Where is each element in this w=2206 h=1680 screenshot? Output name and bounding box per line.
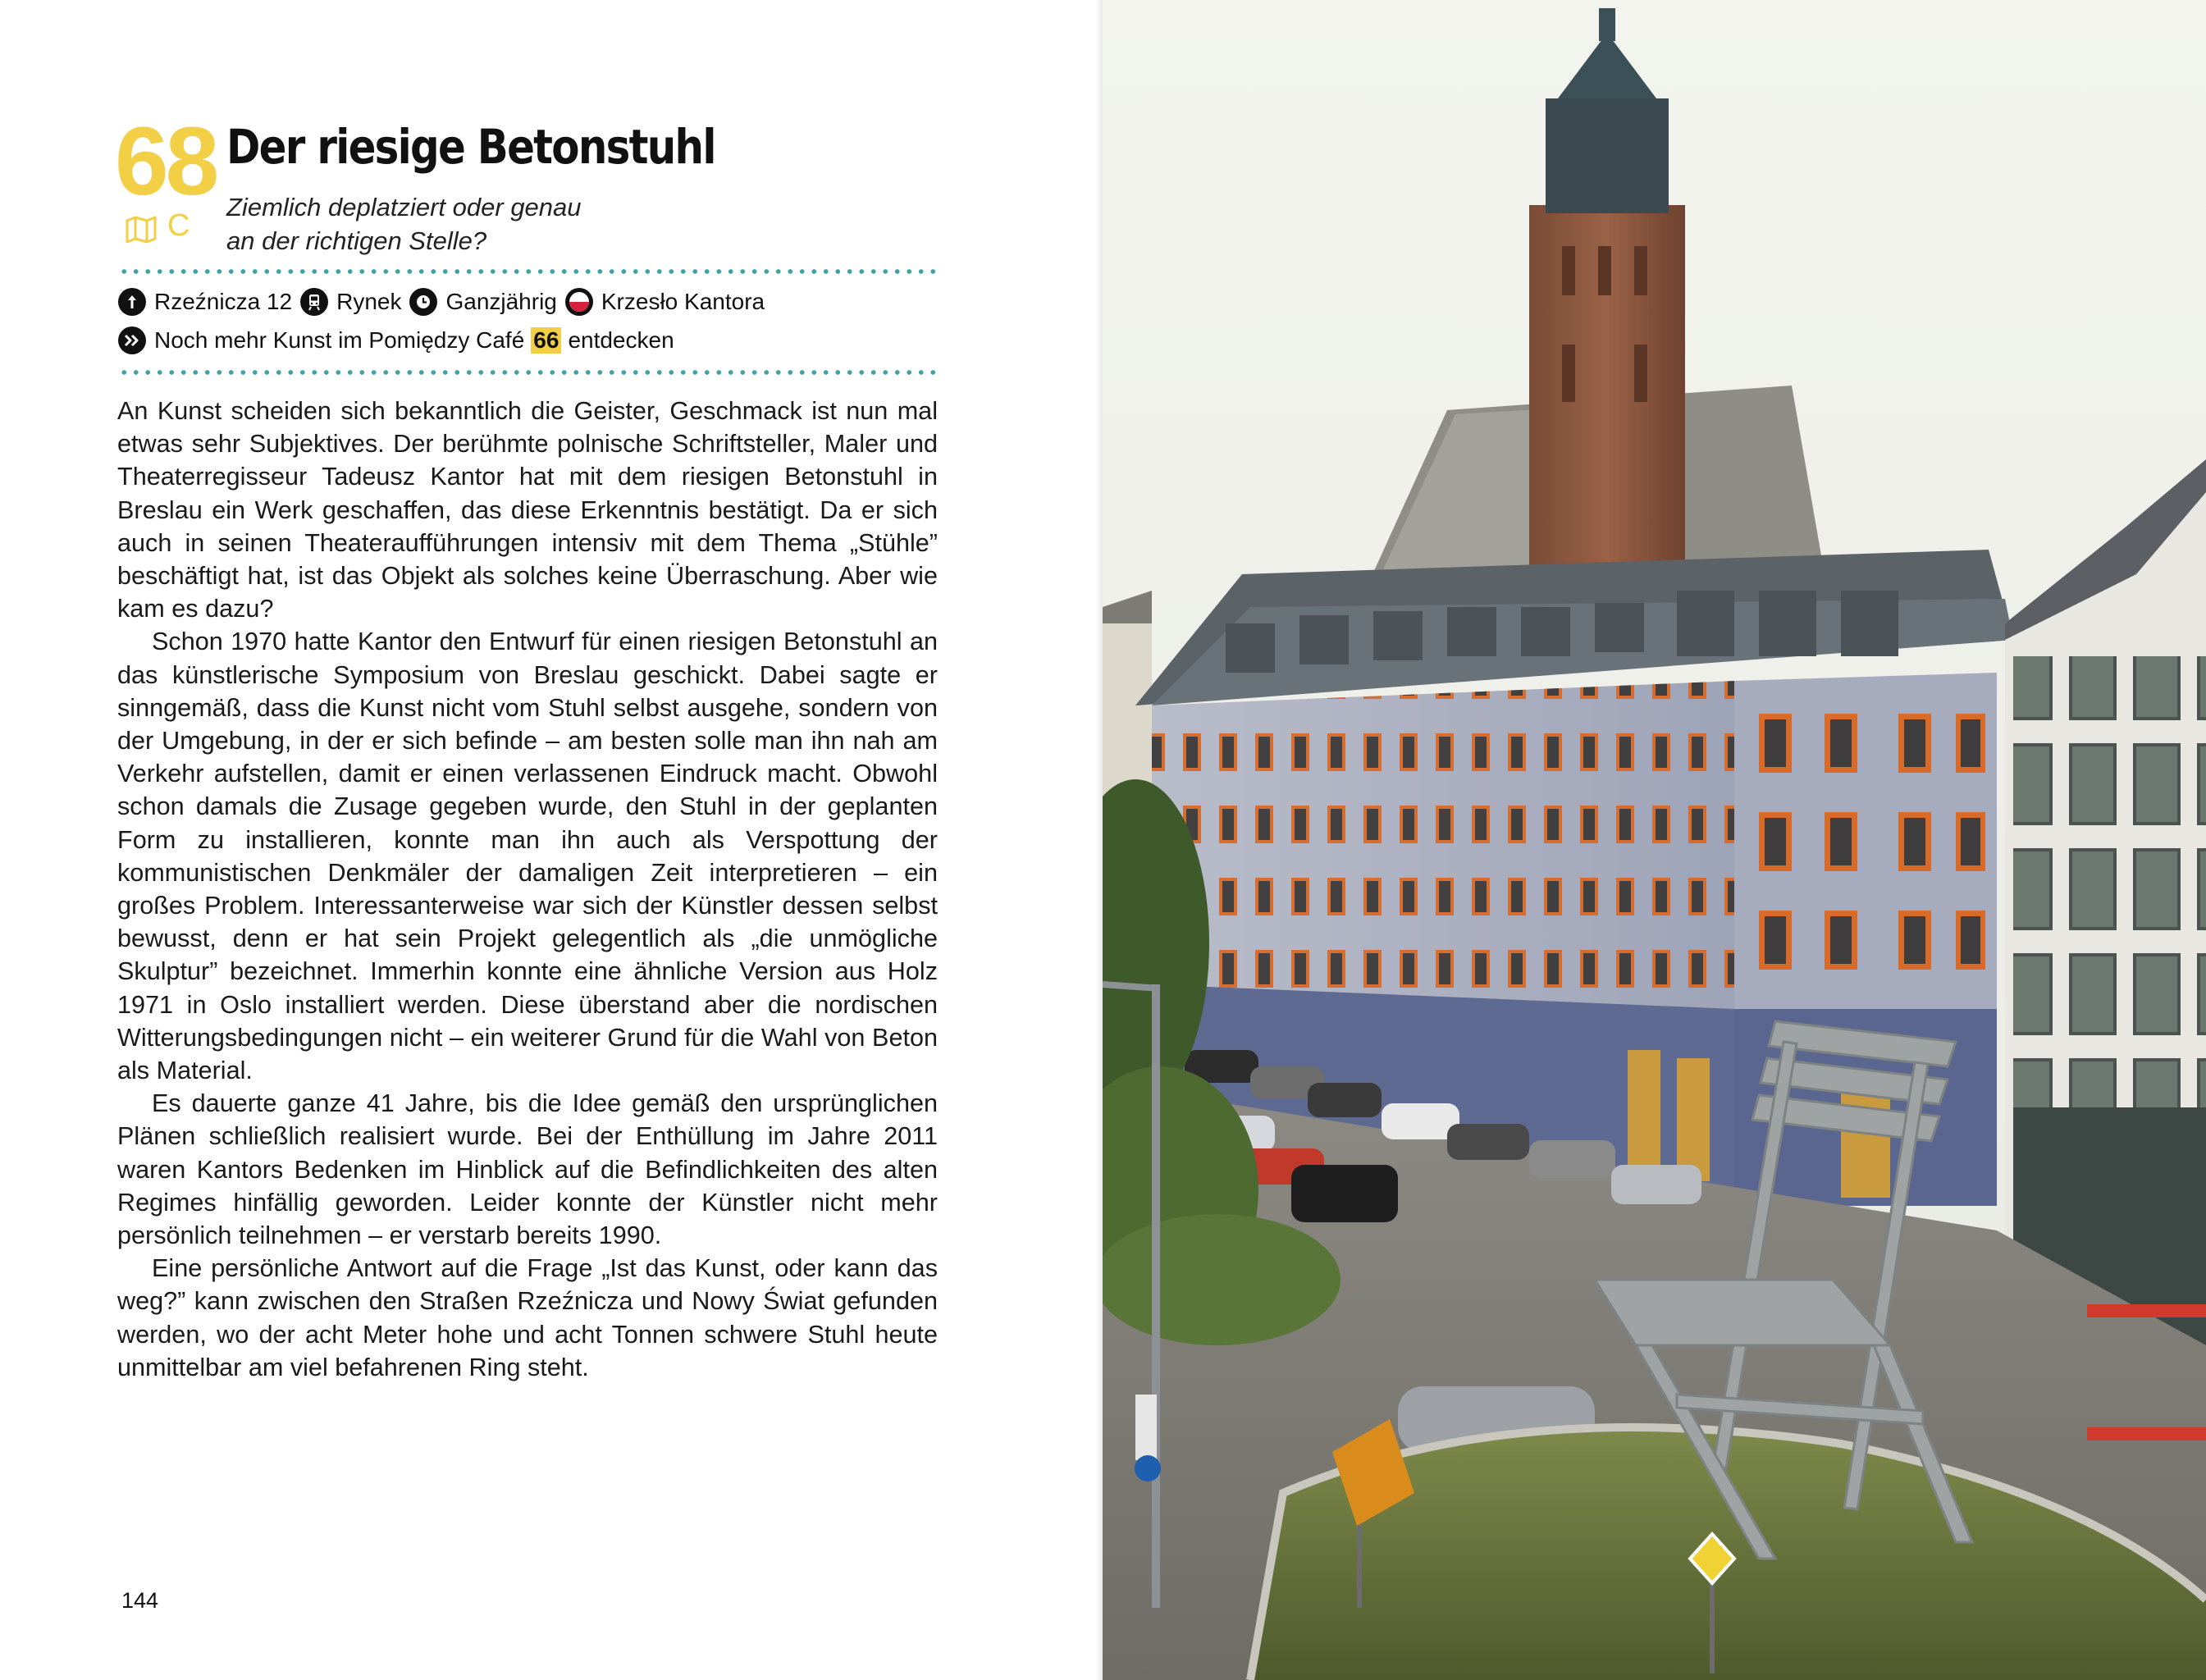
paragraph: Eine persönliche Antwort auf die Frage „Ist das Kunst, oder kann das weg?” kann zwischen den Straßen Rzeźnicza und Nowy Świat gefunden werden, wo der acht Meter hohe und acht Tonnen schwere Stuhl heute unmittelbar am viel befahrenen Ring steht.	[117, 1254, 938, 1381]
subtitle-line: Ziemlich deplatziert oder genau	[226, 193, 582, 221]
paragraph: Es dauerte ganze 41 Jahre, bis die Idee gemäß den ursprünglichen Plänen schließlich realisiert wurde. Bei der Enthüllung im Jahre 2011 waren Kantors Bedenken im Hinblick auf die Befindlichkeiten des alten Regimes hinfällig geworden. Leider konnte der Künstler nicht mehr persönlich teilnehmen – er verstarb bereits 1990.	[117, 1089, 938, 1250]
info-polish-name: Krzesło Kantora	[601, 289, 765, 314]
forward-icon	[118, 326, 146, 354]
entry-subtitle	[226, 190, 686, 258]
dotted-divider	[118, 268, 940, 275]
clock-icon	[409, 288, 437, 316]
tip-suffix: entdecken	[568, 327, 674, 353]
map-grid-letter: C	[167, 208, 190, 243]
tip-entry-number: 66	[531, 327, 561, 354]
info-row-tip	[118, 324, 674, 357]
entry-title: Der riesige Betonstuhl	[226, 119, 715, 175]
polish-flag-icon	[565, 288, 593, 316]
dotted-divider	[118, 369, 940, 376]
direction-icon	[118, 288, 146, 316]
subtitle-line: an der richtigen Stelle?	[226, 226, 487, 255]
entry-number: 68	[115, 107, 217, 216]
map-icon	[125, 215, 158, 243]
right-page	[1103, 0, 2206, 1680]
body-text	[117, 395, 938, 1384]
tram-icon	[300, 288, 328, 316]
paragraph: Schon 1970 hatte Kantor den Entwurf für einen riesigen Betonstuhl an das künstlerische Symposium von Breslau geschickt. Dabei sagte er sinngemäß, dass die Kunst nicht vom Stuhl selbst ausgehe, sondern von der Umgebung, in der er sich befinde – am besten solle man ihn nah am Verkehr aufstellen, damit er einen verlassenen Eindruck macht. Obwohl schon damals die Zusage gegeben wurde, den Stuhl in der geplanten Form zu installieren, konnte man ihn auch als Verspottung der kommunistischen Denkmäler der damaligen Zeit interpretieren – ein großes Problem. Interessanterweise war sich der Künstler dessen selbst bewusst, denn er hat sein Projekt gelegentlich als „die unmögliche Skulptur” bezeichnet. Immerhin konnte eine ähnliche Version aus Holz 1971 in Oslo installiert werden. Diese überstand aber die nordischen Witterungsbedingungen nicht – ein weiterer Grund für die Wahl von Beton als Material.	[117, 628, 938, 1085]
page-number: 144	[121, 1588, 159, 1613]
paragraph: An Kunst scheiden sich bekanntlich die Geister, Geschmack ist nun mal etwas sehr Subjektives. Der berühmte polnische Schriftsteller, Maler und Theaterregisseur Tadeusz Kantor hat mit dem riesigen Betonstuhl in Breslau ein Werk geschaffen, das diese Erkenntnis bestätigt. Da er sich auch in seinen Theateraufführungen intensiv mit dem Thema „Stühle” beschäftigt hat, ist das Objekt als solches keine Überraschung. Aber wie kam es dazu?	[117, 397, 938, 623]
info-hours: Ganzjährig	[445, 289, 557, 314]
info-row-details	[118, 285, 773, 318]
info-stop: Rynek	[336, 289, 402, 314]
info-address: Rzeźnicza 12	[154, 289, 293, 314]
photo-giant-concrete-chair	[1103, 0, 2206, 1680]
tip-text: Noch mehr Kunst im Pomiędzy Café	[154, 327, 525, 353]
